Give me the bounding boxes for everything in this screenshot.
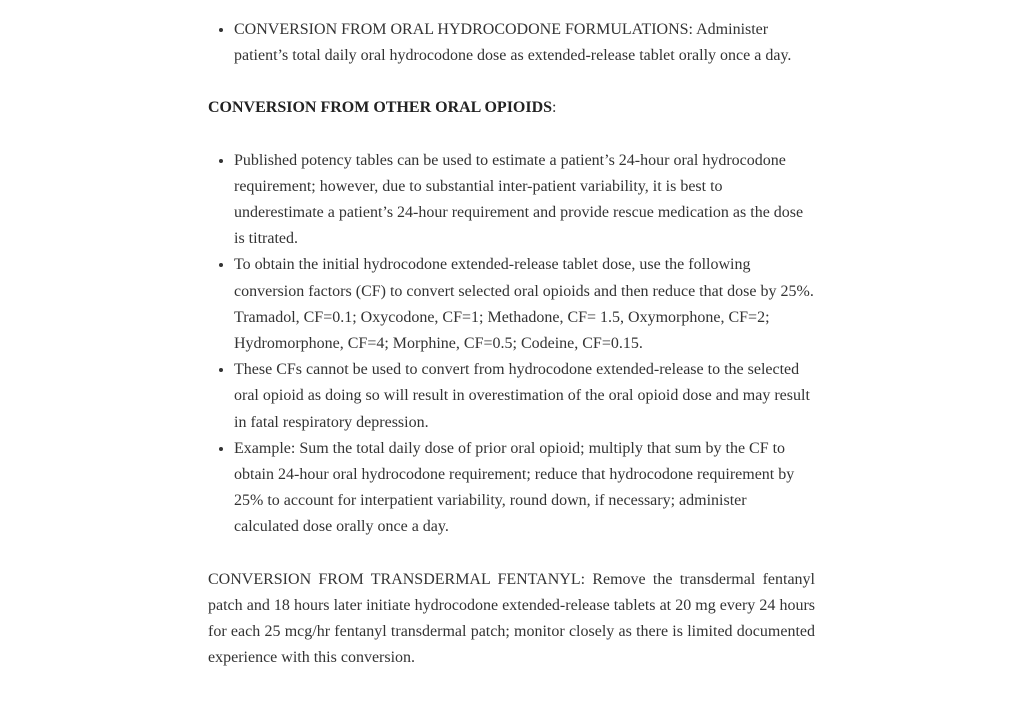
list-item: • Published potency tables can be used to estimate a patient’s 24-hour oral hydrocodone requirement; however, due to substantial inter-patient variability, it is best to underestimate a patient’s 24-hour requirement and provide rescue medication as the dose is titrated. — [234, 148, 815, 253]
heading-text: CONVERSION FROM OTHER ORAL OPIOIDS — [208, 99, 553, 117]
spacer — [208, 122, 815, 148]
hydrocodone-list — [208, 17, 815, 69]
document-content — [208, 17, 815, 671]
spacer — [208, 69, 815, 95]
list-item: • CONVERSION FROM ORAL HYDROCODONE FORMULATIONS: Administer patient’s total daily oral hydrocodone dose as extended-release tablet orally once a day. — [234, 17, 815, 69]
other-opioids-list — [208, 148, 815, 541]
list-item: • To obtain the initial hydrocodone extended-release tablet dose, use the following conversion factors (CF) to convert selected oral opioids and then reduce that dose by 25%. Tramadol, CF=0.1; Oxycodone, CF=1; Methadone, CF= 1.5, Oxymorphone, CF=2; Hydromorphone, CF=4; Morphine, CF=0.5; Codeine, CF=0.15. — [234, 252, 815, 357]
section-heading — [208, 95, 815, 121]
heading-colon: : — [552, 99, 557, 117]
spacer — [208, 541, 815, 567]
fentanyl-paragraph: CONVERSION FROM TRANSDERMAL FENTANYL: Remove the transdermal fentanyl patch and 18 hours later initiate hydrocodone extended-release tablets at 20 mg every 24 hours for each 25 mcg/hr fentanyl transdermal patch; monitor closely as there is limited documented experience with this conversion. — [208, 570, 815, 667]
list-item: • Example: Sum the total daily dose of prior oral opioid; multiply that sum by the CF to obtain 24-hour oral hydrocodone requirement; reduce that hydrocodone requirement by 25% to account for interpatient variability, round down, if necessary; administer calculated dose orally once a day. — [234, 436, 815, 541]
list-item: • These CFs cannot be used to convert from hydrocodone extended-release to the selected oral opioid as doing so will result in overestimation of the oral opioid dose and may result in fatal respiratory depression. — [234, 357, 815, 436]
